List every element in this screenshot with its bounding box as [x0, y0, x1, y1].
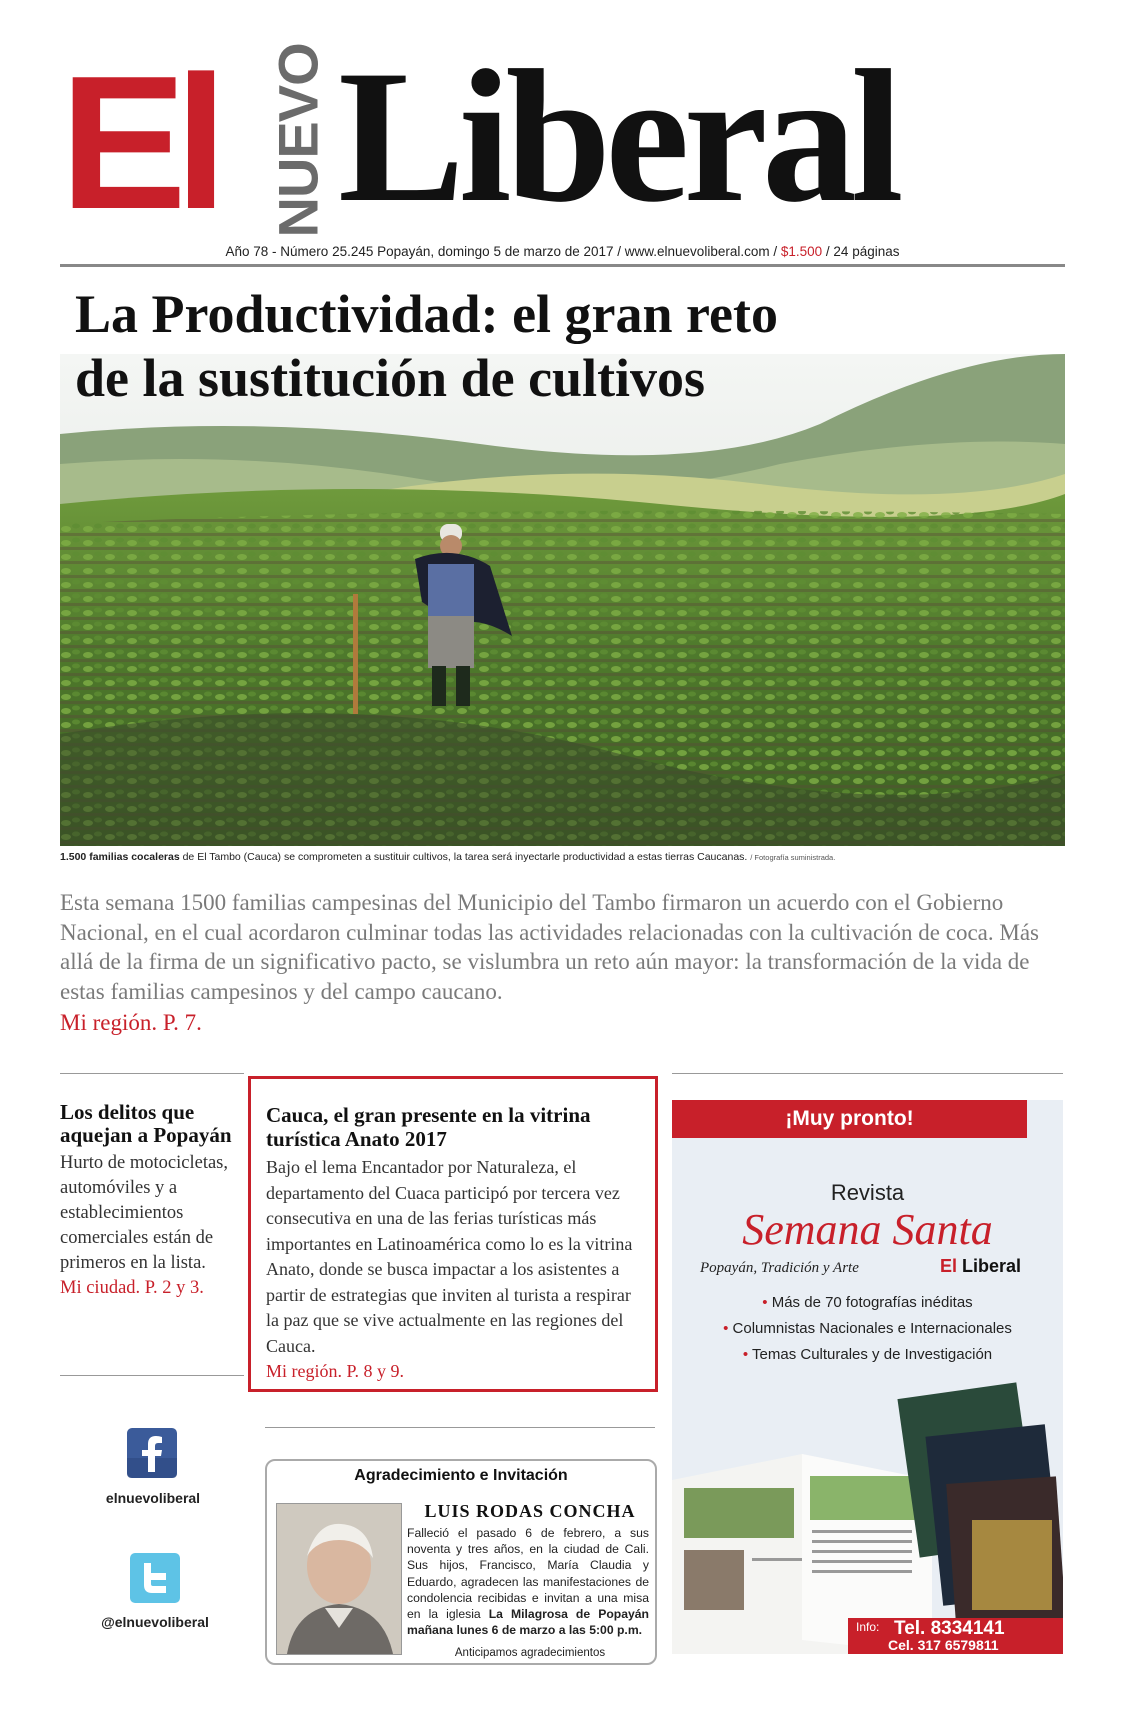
obituary-footer: Anticipamos agradecimientos	[454, 1647, 606, 1659]
ad-info-label: Info:	[856, 1620, 880, 1634]
masthead-el: El	[60, 37, 216, 249]
col1-rule	[60, 1073, 244, 1074]
caption-bold: 1.500 familias cocaleras	[60, 851, 180, 863]
twitter-handle[interactable]: @elnuevoliberal	[101, 1614, 209, 1630]
masthead-nuevo	[258, 43, 338, 238]
ad-feature-item: • Más de 70 fotografías inéditas	[672, 1290, 1063, 1316]
ad-cellphone[interactable]: Cel. 317 6579811	[888, 1637, 999, 1653]
photo-caption	[60, 851, 1065, 863]
twitter-icon[interactable]	[130, 1553, 180, 1603]
masthead-nuevo-text: NUEVO	[266, 43, 330, 238]
ad-logo	[940, 1256, 1021, 1277]
ad-title: Semana Santa	[742, 1205, 993, 1254]
obituary-title: Agradecimiento e Invitación	[354, 1467, 568, 1484]
obituary-body: Falleció el pasado 6 de febrero, a sus noventa y tres años, en la ciudad de Cali. Sus hijos, Francisco, María Claudia y Eduardo, agradecen las manifestaciones de condolencia recibidas e invitan a una misa en la iglesia	[407, 1526, 649, 1622]
ad-banner: ¡Muy pronto!	[672, 1100, 1027, 1138]
col2-rule-bottom	[265, 1427, 655, 1428]
facebook-icon[interactable]	[127, 1428, 177, 1478]
obituary-text	[407, 1525, 649, 1638]
ad-revista-label: Revista	[830, 1180, 905, 1205]
obituary-portrait	[276, 1503, 402, 1655]
col1-rule-bottom	[60, 1375, 244, 1376]
story-crimes[interactable]	[60, 1101, 245, 1300]
lead-lede: Esta semana 1500 familias campesinas del Municipio del Tambo firmaron un acuerdo con el Gobierno Nacional, en el cual acordaron culminar todas las actividades relacionadas con la cultivación de coca. Más allá de la firma de un significativo pacto, se vislumbra un reto aún mayor: la transformación de la vida de estas familias campesinos y del campo caucano.	[60, 890, 1039, 1004]
story-anato-title: Cauca, el gran presente en la vitrina turística Anato 2017	[266, 1103, 591, 1151]
story-anato-ref[interactable]: Mi región. P. 8 y 9.	[266, 1361, 405, 1381]
facebook-handle[interactable]: elnuevoliberal	[105, 1490, 201, 1506]
ad-phone[interactable]: Tel. 8334141	[894, 1618, 1005, 1639]
story-anato-box[interactable]	[248, 1076, 658, 1392]
ad-contact-bar[interactable]	[848, 1618, 1063, 1654]
caption-text: de El Tambo (Cauca) se comprometen a sustituir cultivos, la tarea será inyectarle productividad a estas tierras Caucanas.	[182, 851, 748, 863]
ad-feature-item: • Temas Culturales y de Investigación	[672, 1342, 1063, 1368]
story-crimes-body: Hurto de motocicletas, automóviles y a establecimientos comerciales están de primeros en la lista.	[60, 1153, 228, 1273]
dateline-text: Año 78 - Número 25.245 Popayán, domingo 5 de marzo de 2017 / www.elnuevoliberal.com /	[225, 244, 778, 259]
lead-headline[interactable]	[75, 282, 915, 410]
masthead-rule	[60, 264, 1065, 267]
caption-credit: / Fotografía suministrada.	[750, 853, 836, 862]
lead-page-ref[interactable]: Mi región. P. 7.	[60, 1010, 202, 1035]
obituary-notice	[265, 1459, 657, 1665]
obituary-name: LUIS RODAS CONCHA	[424, 1501, 636, 1521]
headline-line-2: de la sustitución de cultivos	[75, 348, 706, 408]
advert-semana-santa[interactable]	[672, 1100, 1063, 1654]
page-count: / 24 páginas	[825, 244, 900, 259]
ad-logo-el: El	[940, 1256, 958, 1276]
ad-subtitle: Popayán, Tradición y Arte	[700, 1260, 859, 1276]
ad-logo-liberal: Liberal	[962, 1256, 1022, 1276]
headline-line-1: La Productividad: el gran reto	[75, 284, 778, 344]
ad-magazine-image	[672, 1370, 1063, 1654]
dateline	[60, 244, 1065, 259]
story-anato-body: Bajo el lema Encantador por Naturaleza, el departamento del Cuaca participó por tercera vez consecutiva en una de las ferias turísticas más importantes en Latinoamérica como lo es la vitrina Anato, donde se busca impactar a los asistentes a partir de estrategias que inviten al turista a respirar la paz que se vive actualmente en las regiones del Cauca.	[266, 1157, 633, 1356]
col3-rule	[672, 1073, 1063, 1074]
obituary-mass-details: La Milagrosa de Popayán mañana lunes 6 de marzo a las 5:00 p.m.	[407, 1607, 649, 1638]
lead-photo	[60, 354, 1065, 846]
ad-feature-item: • Columnistas Nacionales e Internacionales	[672, 1316, 1063, 1342]
price: $1.500	[780, 244, 823, 259]
masthead-liberal: Liberal	[338, 32, 898, 242]
ad-feature-list	[672, 1290, 1063, 1368]
story-crimes-title: Los delitos que aquejan a Popayán	[60, 1100, 232, 1147]
story-crimes-ref[interactable]: Mi ciudad. P. 2 y 3.	[60, 1278, 204, 1298]
